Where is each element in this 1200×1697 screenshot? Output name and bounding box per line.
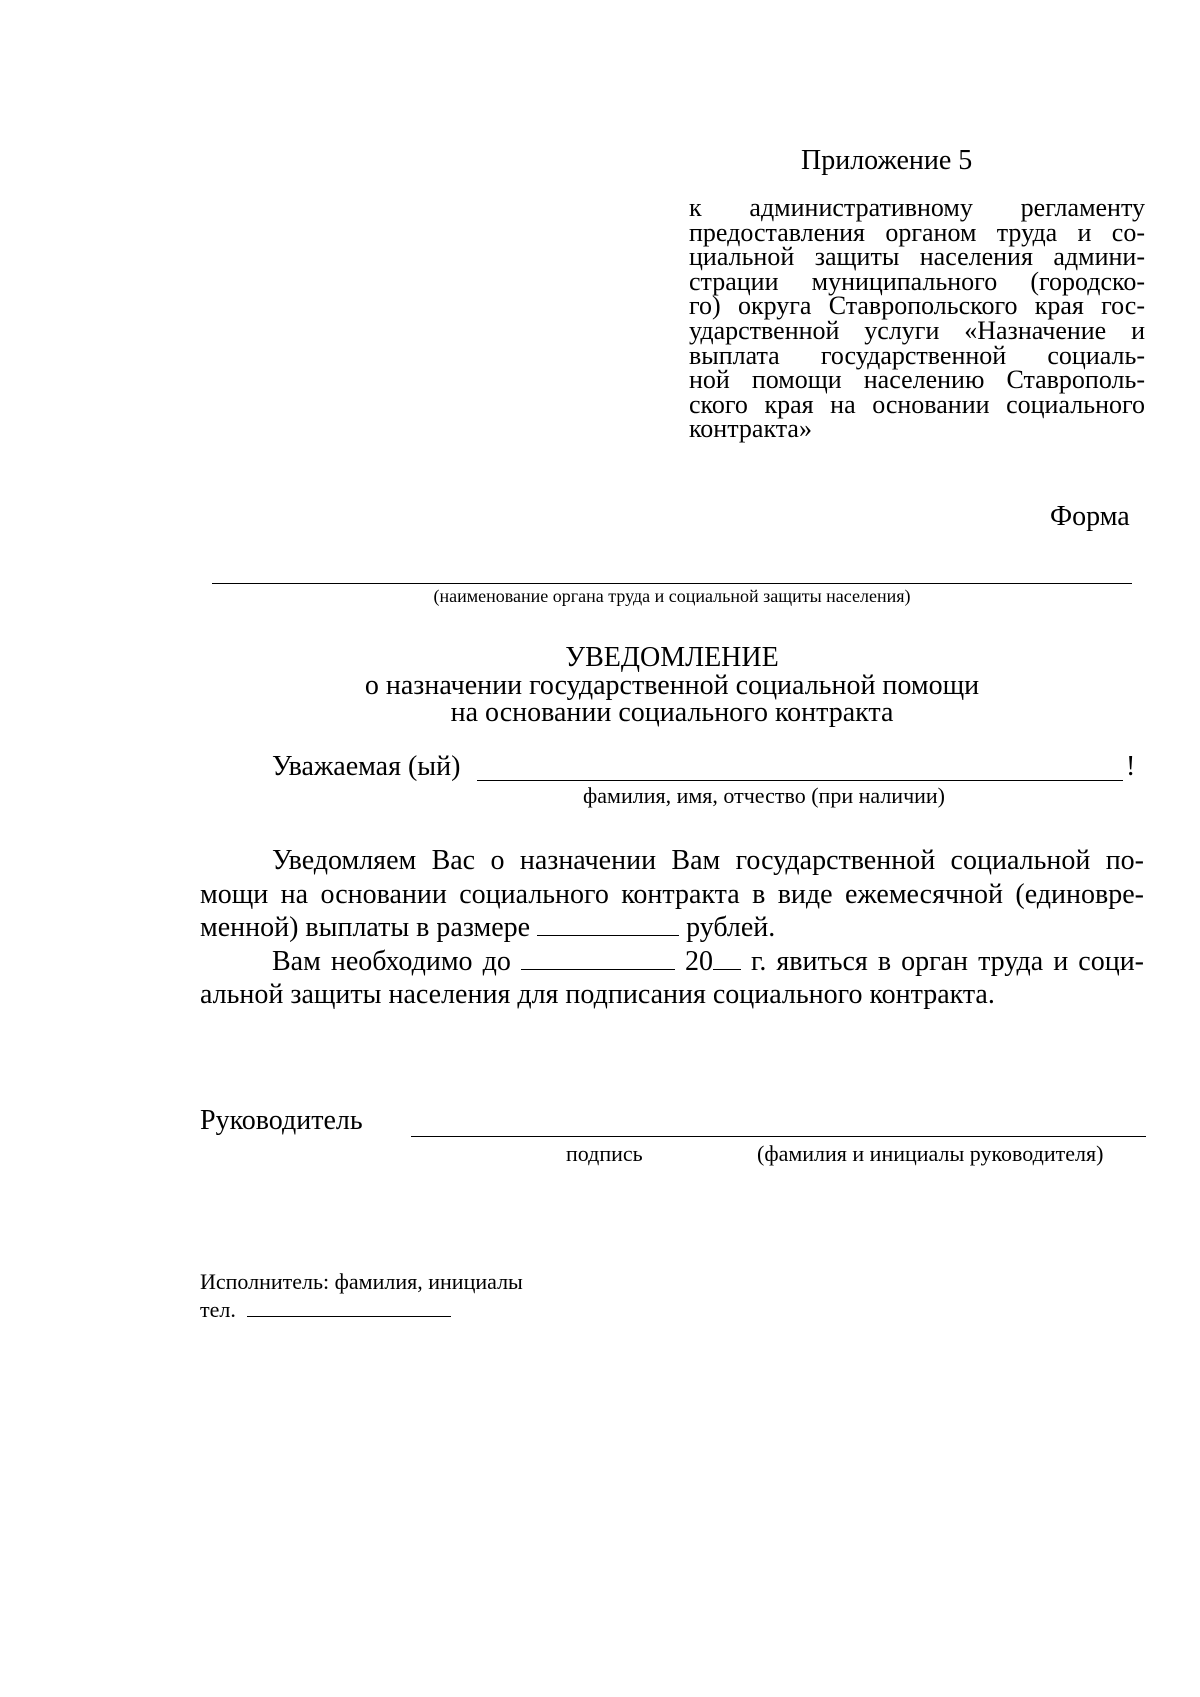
body-line: мощи на основании социального контракта в виде ежемесячной (единовре- bbox=[200, 878, 1144, 910]
body-text: Вам необходимо до bbox=[272, 945, 511, 977]
notice-subtitle: на основании социального контракта bbox=[450, 697, 894, 728]
body-line: альной защиты населения для подписания социального контракта. bbox=[200, 979, 995, 1010]
form-label: Форма bbox=[1050, 501, 1130, 532]
notice-body bbox=[200, 844, 1144, 1012]
greeting-exclamation: ! bbox=[1126, 751, 1136, 782]
body-line: Уведомляем Вас о назначении Вам государственной социальной по- bbox=[272, 845, 1144, 876]
notice-title: УВЕДОМЛЕНИЕ bbox=[565, 642, 779, 673]
body-text: г. явиться в орган труда и соци- bbox=[751, 945, 1145, 977]
phone-label: тел. bbox=[200, 1297, 236, 1322]
appendix-line: контракта» bbox=[689, 414, 812, 444]
year-blank bbox=[713, 947, 741, 970]
appendix-line: к административному регламенту bbox=[689, 193, 1145, 222]
signature-line bbox=[411, 1136, 1146, 1137]
appendix-line: ского края на основании социального bbox=[689, 389, 1145, 419]
fio-line bbox=[477, 780, 1123, 781]
amount-blank bbox=[537, 913, 679, 936]
appendix-line: го) округа Ставропольского края гос- bbox=[689, 291, 1145, 321]
executor-line: Исполнитель: фамилия, инициалы bbox=[200, 1269, 523, 1294]
appendix-reference bbox=[689, 193, 1145, 444]
head-name-caption: (фамилия и инициалы руководителя) bbox=[757, 1141, 1104, 1166]
body-text: менной) выплаты в размере bbox=[200, 912, 531, 943]
appendix-title: Приложение 5 bbox=[801, 145, 973, 176]
head-label: Руководитель bbox=[200, 1105, 363, 1136]
body-line bbox=[200, 911, 1144, 945]
greeting-label: Уважаемая (ый) bbox=[272, 751, 461, 782]
org-caption: (наименование органа труда и социальной защиты населения) bbox=[433, 586, 911, 606]
fio-caption: фамилия, имя, отчество (при наличии) bbox=[583, 783, 946, 808]
phone-blank bbox=[247, 1298, 451, 1317]
date-blank bbox=[521, 947, 675, 970]
appendix-line: страции муниципального (городско- bbox=[689, 266, 1145, 296]
appendix-line: ной помощи населению Ставрополь- bbox=[689, 365, 1145, 395]
year-prefix: 20 bbox=[684, 945, 713, 977]
appendix-line: циальной защиты населения админи- bbox=[689, 242, 1145, 272]
signature-caption: подпись bbox=[566, 1141, 643, 1166]
body-text bbox=[685, 946, 741, 977]
org-name-line bbox=[212, 583, 1132, 584]
notice-subtitle: о назначении государственной социальной помощи bbox=[364, 670, 980, 701]
appendix-line: выплата государственной социаль- bbox=[689, 340, 1145, 370]
phone-line bbox=[200, 1296, 451, 1324]
body-line bbox=[200, 945, 1144, 979]
appendix-line: ударственной услуги «Назначение и bbox=[689, 315, 1145, 345]
body-text: рублей. bbox=[686, 912, 776, 943]
appendix-line: предоставления органом труда и со- bbox=[689, 217, 1145, 247]
